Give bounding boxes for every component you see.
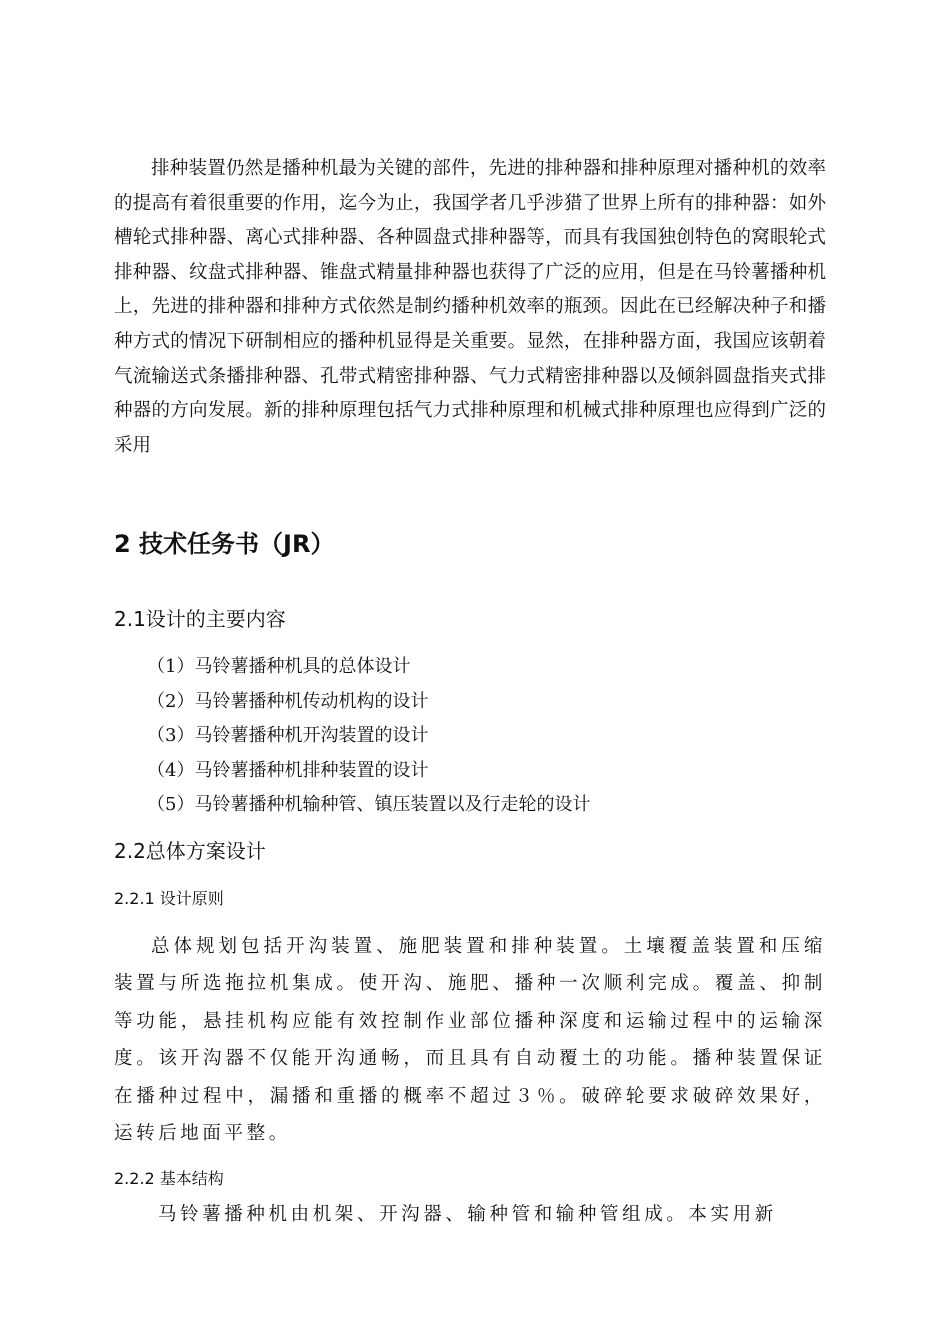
list-item: （1）马铃薯播种机具的总体设计 bbox=[147, 656, 411, 677]
list-item: （2）马铃薯播种机传动机构的设计 bbox=[147, 690, 429, 712]
list-item: （5）马铃薯播种机输种管、镇压装置以及行走轮的设计 bbox=[147, 794, 591, 815]
design-content-list bbox=[147, 650, 590, 823]
intro-paragraph: 排种装置仍然是播种机最为关键的部件，先进的排种器和排种原理对播种机的效率的提高有着很重要的作用，迄今为止，我国学者几乎涉猎了世界上所有的排种器：如外槽轮式排种器、离心式排种器、各种圆盘式排种器等，而具有我国独创特色的窝眼轮式排种器、纹盘式排种器、锥盘式精量排种器也获得了广泛的应用，但是在马铃薯播种机上，先进的排种器和排种方式依然是制约播种机效率的瓶颈。因此在已经解决种子和播种方式的情况下研制相应的播种机显得是关重要。显然，在排种器方面，我国应该朝着气流输送式条播排种器、孔带式精密排种器、气力式精密排种器以及倾斜圆盘指夹式排种器的方向发展。新的排种原理包括气力式排种原理和机械式排种原理也应得到广泛的采用 bbox=[114, 158, 826, 456]
list-item: （3）马铃薯播种机开沟装置的设计 bbox=[147, 725, 429, 746]
section-2-2-1-heading: 2.2.1 设计原则 bbox=[114, 889, 224, 908]
section-2-heading: 2 技术任务书（JR） bbox=[114, 530, 335, 558]
list-item: （4）马铃薯播种机排种装置的设计 bbox=[147, 759, 429, 781]
section-2-2-2-heading: 2.2.2 基本结构 bbox=[114, 1169, 224, 1188]
basic-structure-paragraph: 马铃薯播种机由机架、开沟器、输种管和输种管组成。本实用新 bbox=[158, 1204, 777, 1225]
section-2-1-heading: 2.1设计的主要内容 bbox=[114, 607, 286, 631]
section-2-2-heading: 2.2总体方案设计 bbox=[114, 839, 266, 863]
design-principle-paragraph: 总体规划包括开沟装置、施肥装置和排种装置。土壤覆盖装置和压缩装置与所选拖拉机集成。使开沟、施肥、播种一次顺利完成。覆盖、抑制等功能，悬挂机构应能有效控制作业部位播种深度和运输过程中的运输深度。该开沟器不仅能开沟通畅，而且具有自动覆土的功能。播种装置保证在播种过程中，漏播和重播的概率不超过３％。破碎轮要求破碎效果好，运转后地面平整。 bbox=[114, 936, 826, 1145]
